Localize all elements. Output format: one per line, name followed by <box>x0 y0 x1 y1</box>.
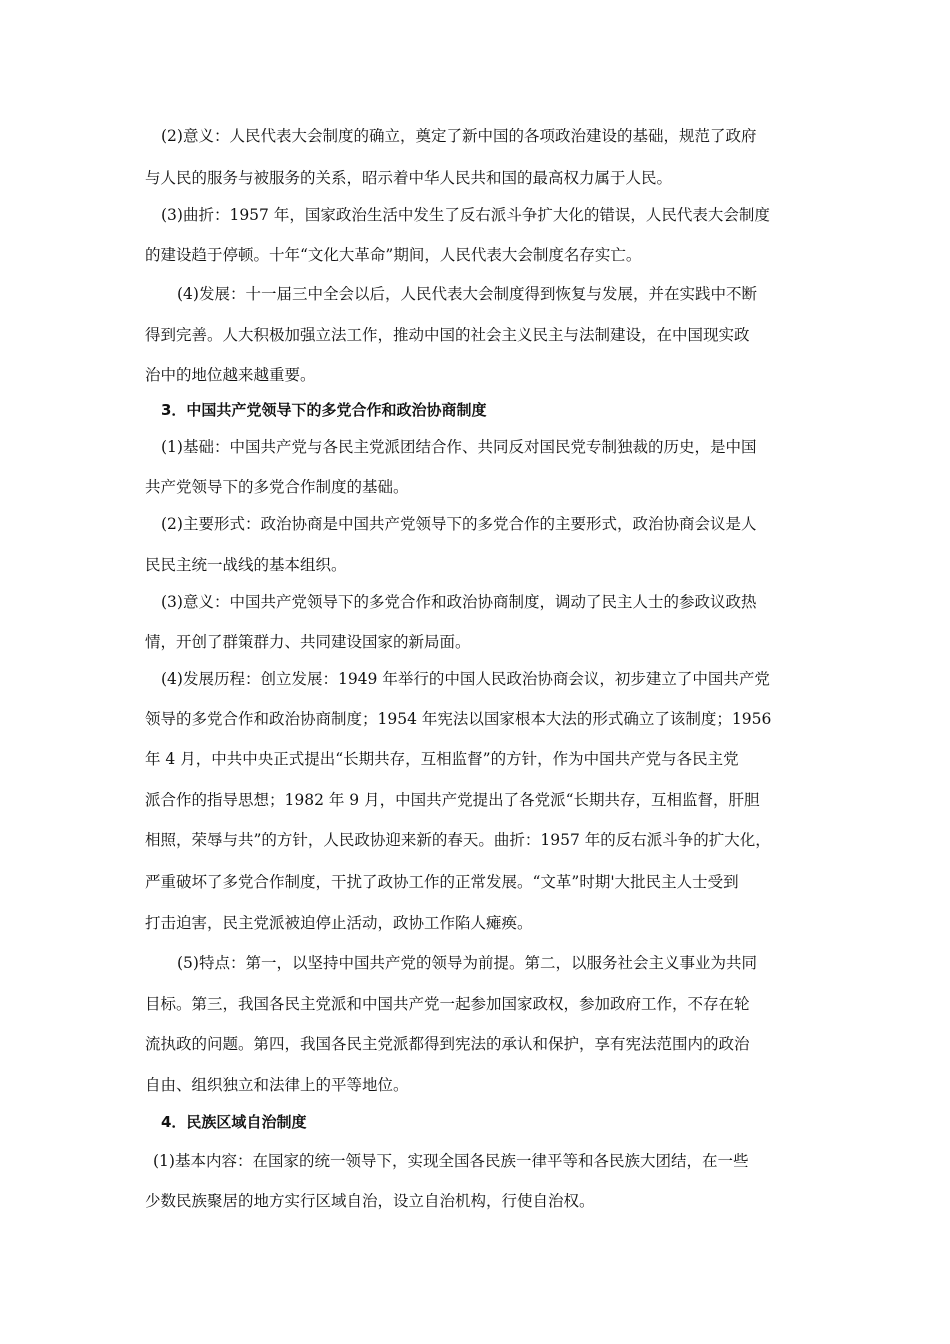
body-line: 自由、组织独立和法律上的平等地位。 <box>145 1076 409 1094</box>
body-line: 严重破坏了多党合作制度，干扰了政协工作的正常发展。“文革”时期'大批民主人士受到 <box>145 873 739 891</box>
body-line: (5)特点：第一，以坚持中国共产党的领导为前提。第二，以服务社会主义事业为共同 <box>177 954 757 972</box>
body-line: 治中的地位越来越重要。 <box>145 366 316 384</box>
body-line: 与人民的服务与被服务的关系，昭示着中华人民共和国的最高权力属于人民。 <box>145 169 673 187</box>
body-line: 打击迫害，民主党派被迫停止活动，政协工作陷人瘫痪。 <box>145 914 533 932</box>
body-line: (2)主要形式：政治协商是中国共产党领导下的多党合作的主要形式，政治协商会议是人 <box>161 515 757 533</box>
body-line: (1)基础：中国共产党与各民主党派团结合作、共同反对国民党专制独裁的历史，是中国 <box>161 438 757 456</box>
body-line: (2)意义：人民代表大会制度的确立，奠定了新中国的各项政治建设的基础，规范了政府 <box>161 127 757 145</box>
body-line: (4)发展历程：创立发展：1949 年举行的中国人民政治协商会议，初步建立了中国共产党 <box>161 670 770 688</box>
body-line: 共产党领导下的多党合作制度的基础。 <box>145 478 409 496</box>
body-line: 相照，荣辱与共”的方针，人民政协迎来新的春天。曲折：1957 年的反右派斗争的扩大化， <box>145 831 771 849</box>
body-line: 流执政的问题。第四，我国各民主党派都得到宪法的承认和保护，享有宪法范围内的政治 <box>145 1035 750 1053</box>
body-line: 的建设趋于停顿。十年“文化大革命”期间，人民代表大会制度名存实亡。 <box>145 246 642 264</box>
section-heading-3: 3．中国共产党领导下的多党合作和政治协商制度 <box>161 401 487 419</box>
body-line: 派合作的指导思想；1982 年 9 月，中国共产党提出了各党派“长期共存，互相监督，肝胆 <box>145 791 760 809</box>
body-line: 少数民族聚居的地方实行区域自治，设立自治机构，行使自治权。 <box>145 1192 595 1210</box>
body-line: 民民主统一战线的基本组织。 <box>145 556 347 574</box>
body-line: (4)发展：十一届三中全会以后，人民代表大会制度得到恢复与发展，并在实践中不断 <box>177 285 757 303</box>
body-line: 年 4 月，中共中央正式提出“长期共存，互相监督”的方针，作为中国共产党与各民主党 <box>145 750 739 768</box>
body-line: (3)曲折：1957 年，国家政治生活中发生了反右派斗争扩大化的错误，人民代表大会制度 <box>161 206 770 224</box>
body-line: 目标。第三，我国各民主党派和中国共产党一起参加国家政权，参加政府工作，不存在轮 <box>145 995 750 1013</box>
section-heading-4: 4．民族区域自治制度 <box>161 1113 307 1131</box>
body-line: (3)意义：中国共产党领导下的多党合作和政治协商制度，调动了民主人士的参政议政热 <box>161 593 757 611</box>
body-line: 情，开创了群策群力、共同建设国家的新局面。 <box>145 633 471 651</box>
body-line: (1)基本内容：在国家的统一领导下，实现全国各民族一律平等和各民族大团结，在一些 <box>153 1152 749 1170</box>
body-line: 得到完善。人大积极加强立法工作，推动中国的社会主义民主与法制建设，在中国现实政 <box>145 326 750 344</box>
body-line: 领导的多党合作和政治协商制度；1954 年宪法以国家根本大法的形式确立了该制度；1956 <box>145 710 772 728</box>
